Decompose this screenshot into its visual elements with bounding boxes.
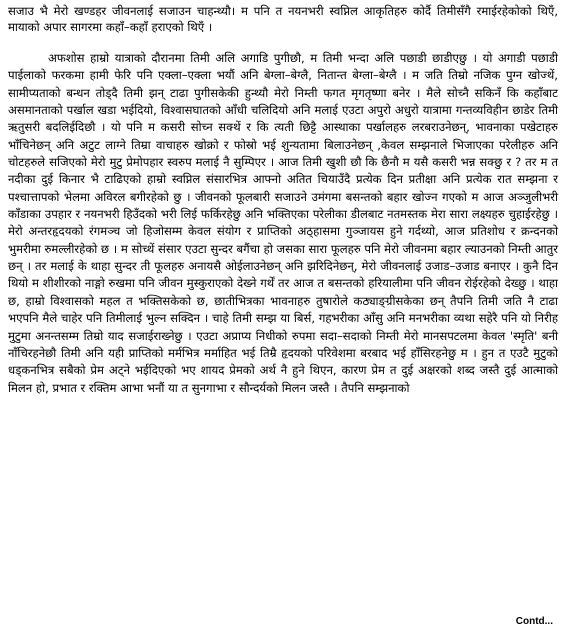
body-paragraph (8, 50, 558, 397)
body-paragraph-text: अफशोस हाम्रो यात्राको दौरानमा तिमी अलि अगाडि पुगीछौ, म तिमी भन्दा अलि पछाडी छाडीएछु । यो अगाडी पछाडी पाईलाको फरकमा हामी फेरि पनि एक्ला–एक्ला भयौं अनि बेग्ला–बेग्लै, नितान्त बेग्ला–बेग्लै । म जति तिम्रो नजिक पुग्न खोज्थें, सामीप्यताको बन्धन तोड्दै तिमी झन् टाढा पुगीसकेकी हुन्थ्यौ मेरो निम्ती फगत मृगतृष्णा बनेर । मैले सोच्नै सकिनँ कि कहाँबाट असमानताको पर्खाल खडा भईदियो, विश्वासघातको आँधी चलिदियो अनि मलाई एउटा अपुरो अधुरो यात्रामा गन्तव्यविहीन छाडेर तिमी ऋतुसरी बदलिईदिछौ । यो पनि म कसरी सोच्न सक्थें र कि त्यती छिट्टै आस्थाका पर्खालहरु लरबराउनेछन्, भावनाका पखेटाहरु भाँचिनेछन् अनि अटुट लाग्ने तिम्रा वाचाहरु खोक्रो र फोस्रो भई शुन्यतामा बिलाउनेछन् ,केवल सम्झनाले भिजाएका परेलीहरु अनि चोटहरुले सजिएको मेरो मुटु प्रेमोपहार स्वरुप मलाई नै सुम्पिएर । आज तिमी खुशी छौ कि छैनौ म यसै कसरी भन्न सक्छु र ? तर म त नदीका दुई किनार भै टाढिएको हाम्रो स्वप्निल संसारभित्र आफ्नो अतित चियाउँदै प्रत्येक दिन प्रतीक्षा अनि प्रत्येक रात सम्झना र पश्चात्तापको भेलमा अविरल बगीरहेको छु । जीवनको फूलबारी सजाउने उमंगमा बसन्तको बहार खोज्न गएको म आज अञ्जुलीभरी काँडाका उपहार र नयनभरी हिउँदको भरी लिई फर्किरहेछु अनि भक्तिएका परेलीका डीलबाट नतमस्तक मेरा सारा लक्ष्यहरु चुहाईरहेछु । मेरो अन्तरहृदयको रंगमञ्च जो हिजोसम्म केवल संयोग र प्राप्तिको अठ्हासमा गुञ्जायस हुने गर्दथ्यो, आज प्रतिशोध र क्रन्दनको भुमरीमा रुमल्लीरहेको छ । म सोच्थें संसार एउटा सुन्दर बगैंचा हो जसका सारा फूलहरु पनि मेरो जीवनमा बहार ल्याउनको निम्ती आतुर छन् । तर मलाई के थाहा सुन्दर ती फूलहरु अनायसै ओईलाउनेछन् अनि झरिदिनेछन्, मेरो जीवनलाई उजाड–उजाड बनाएर । कुनै दिन थियो म शीशीरको नाङ्गो रुखमा पनि जीवन मुस्कुराएको देख्ने गर्थें तर आज त बसन्तको हरियालीमा पनि जीवन रोईरहेको देख्छु । थाहा छ, हाम्रो विश्वासको महल त भक्तिसकेको छ, छातीभित्रका भावनाहरु तुषारोले कठ्याङ्ग्रीसकेका छन् तैपनि तिमी जति नै टाढा भएपनि मैले चाहेर पनि तिमीलाई भुल्न सक्दिन । चाहे तिमी सम्झ या बिर्स, गहभरीका आँसु अनि मनभरीका व्यथा सहेरै पनि यो निरीह मुटुमा अनन्तसम्म तिम्रो याद सजाईराख्नेछु । एउटा अप्राप्य निधीको रुपमा सदा–सदाको निम्ती मेरो मानसपटलमा केवल 'स्मृति' बनी नाँचिरहनेछौ तिमी अनि यही प्राप्तिको मर्मभित्र मर्माहित भई तिम्रै हृदयको परिवेशमा बरबाद भई हाँसिरहनेछु म । हुन त एउटै मुटुको धड्कनभित्र सबैको प्रेम अट्ने भईदिएको भए शायद प्रेमको अर्थ नै हुने थिएन, कारण प्रेम त दुई अक्षरको शब्द जस्तै दुई आत्माको मिलन हो, प्रभात र रक्तिम आभा भनौं या त सुनगाभा र सौन्दर्यको मिलन जस्तै । तैपनि सम्झनाको (8, 51, 558, 395)
continued-marker: Contd... (515, 616, 553, 627)
intro-paragraph: सजाउ भै मेरो खण्डहर जीवनलाई सजाउन चाहन्थ्यौ। म पनि त नयनभरी स्वप्निल आकृतिहरु कोर्दै तिमीसँगै रमाईरहेकोको थिएँ, मायाको अपार सागरमा कहाँ–कहाँ हराएको थिएँ । (8, 4, 558, 34)
